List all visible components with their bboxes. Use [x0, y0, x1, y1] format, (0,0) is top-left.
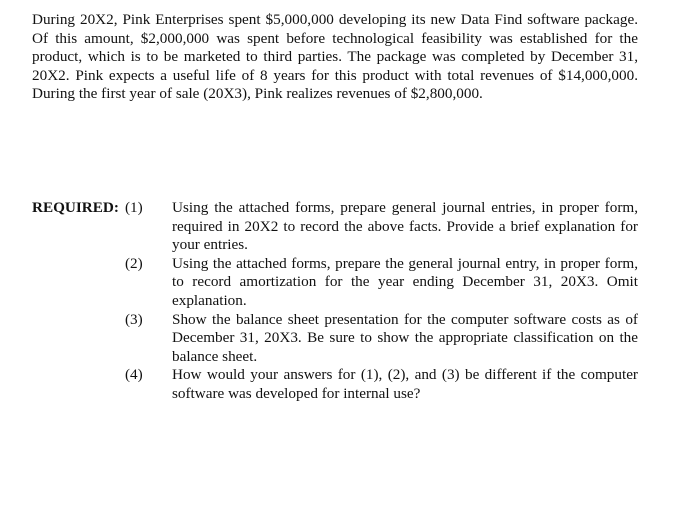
required-label-text: REQUIRED:: [32, 199, 119, 216]
required-item-text: Using the attached forms, prepare general journal entries, in proper form, required in 20X2 to record the above facts. Provide a brief explanation for your entries.: [172, 199, 638, 254]
required-item-text: Using the attached forms, prepare the general journal entry, in proper form, to record amortization for the year ending December 31, 20X3. Omit explanation.: [172, 254, 638, 309]
required-item-number: (3): [125, 310, 143, 328]
required-item-number: (2): [125, 254, 143, 272]
required-list: [32, 199, 638, 404]
required-item-text: Show the balance sheet presentation for the computer software costs as of December 31, 20X3. Be sure to show the appropriate classification on the balance sheet.: [172, 310, 638, 365]
required-item-number: (4): [125, 366, 143, 384]
required-item-4: [32, 366, 638, 403]
required-item-1: [32, 199, 638, 255]
intro-paragraph: During 20X2, Pink Enterprises spent $5,000,000 developing its new Data Find software package. Of this amount, $2,000,000 was spent before technological feasibility was established for the product, which is to be marketed to third parties. The package was completed by December 31, 20X2. Pink expects a useful life of 8 years for this product with total revenues of $14,000,000. During the first year of sale (20X3), Pink realizes revenues of $2,800,000.: [32, 11, 638, 103]
required-item-3: [32, 311, 638, 367]
required-item-number: (1): [125, 199, 143, 216]
required-item-2: [32, 255, 638, 311]
required-item-text: How would your answers for (1), (2), and (3) be different if the computer software was developed for internal use?: [172, 366, 638, 402]
